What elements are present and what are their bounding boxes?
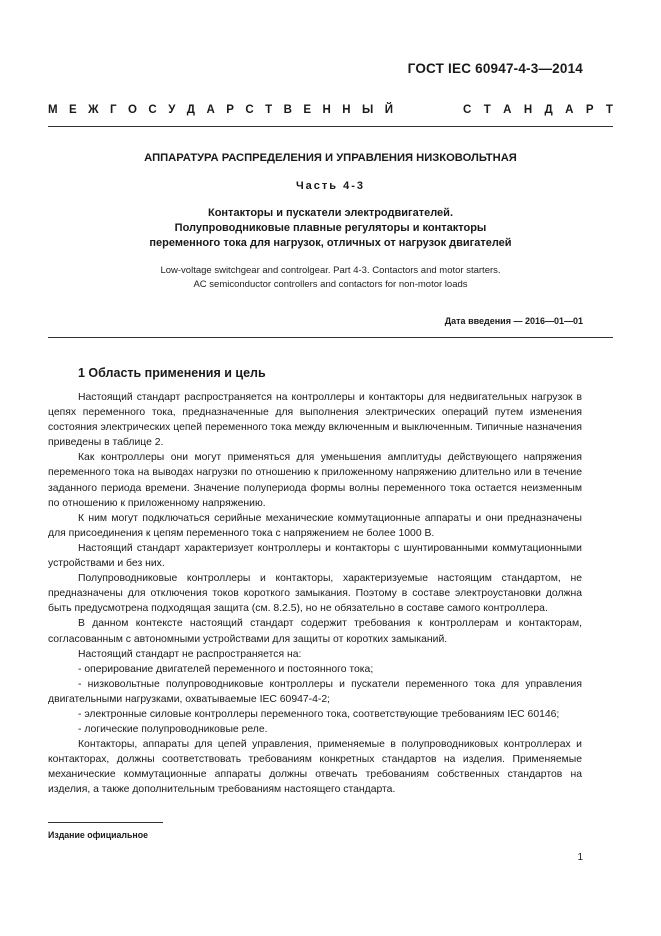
list-item: - электронные силовые контроллеры переменного тока, соответствующие требованиям IEC 60146;	[78, 708, 560, 720]
interstate-standard-banner	[48, 104, 613, 116]
standard-word	[463, 104, 613, 116]
paragraph: В данном контексте настоящий стандарт содержит требования к контроллерам и контакторам, согласованным с автономными устройствами для защиты от коротких замыканий.	[48, 618, 582, 645]
top-divider	[48, 126, 613, 127]
list-item: - оперирование двигателей переменного и постоянного тока;	[78, 663, 374, 675]
banner-letter: Т	[605, 104, 613, 116]
english-title	[40, 264, 621, 291]
paragraph: К ним могут подключаться серийные механические коммутационные аппараты и они предназначены для присоединения к цепям переменного тока с напряжением не более 1000 В.	[48, 512, 582, 539]
banner-letter: Н	[322, 104, 331, 116]
banner-letter: Т	[265, 104, 273, 116]
banner-letter: С	[245, 104, 254, 116]
section-heading: 1 Область применения и цель	[78, 366, 266, 380]
banner-letter: А	[565, 104, 574, 116]
banner-letter: О	[128, 104, 137, 116]
banner-letter: С	[148, 104, 157, 116]
banner-letter: Е	[69, 104, 77, 116]
banner-letter: С	[463, 104, 472, 116]
english-title-line: AC semiconductor controllers and contactors for non-motor loads	[193, 278, 468, 290]
paragraph: Как контроллеры они могут применяться для уменьшения амплитуды действующего напряжения переменного тока на выводах нагрузки по отношению к приложенному напряжению длительно или в течение заданного периода времени. Значение полупериода формы волны переменного тока остается неизменным по отношению к приложенному напряжению.	[48, 452, 582, 509]
banner-letter: Й	[384, 104, 393, 116]
banner-letter: Е	[303, 104, 312, 116]
list-item: - низковольтные полупроводниковые контроллеры и пускатели переменного тока для управления двигательными нагрузками, охватываемые IEC 60947-4-2;	[48, 678, 582, 705]
banner-letter: У	[168, 104, 176, 116]
subtitle-line: Контакторы и пускатели электродвигателей.	[207, 207, 453, 219]
standard-number: ГОСТ IEC 60947-4-3—2014	[407, 61, 583, 76]
part-label: Часть 4-3	[295, 180, 366, 192]
date-divider	[48, 337, 613, 338]
subtitle-line: переменного тока для нагрузок, отличных от нагрузок двигателей	[149, 237, 512, 249]
banner-letter: Д	[544, 104, 553, 116]
banner-letter: М	[48, 104, 58, 116]
subtitle-line: Полупроводниковые плавные регуляторы и контакторы	[174, 222, 487, 234]
banner-letter: Н	[342, 104, 351, 116]
interstate-word	[48, 104, 393, 116]
paragraph: Полупроводниковые контроллеры и контакторы, характеризуемые настоящим стандартом, не предназначены для отключения токов короткого замыкания. Поэтому в составе электроустановки должна быть предусмотрена подходящая защита (см. 8.2.5), но не обязательно в составе самого контроллера.	[48, 573, 582, 615]
banner-letter: Д	[186, 104, 195, 116]
english-title-line: Low-voltage switchgear and controlgear. Part 4-3. Contactors and motor starters.	[160, 265, 501, 276]
edition-note: Издание официальное	[48, 830, 148, 840]
paragraph: Контакторы, аппараты для цепей управления, применяемые в полупроводниковых контроллерах и контакторах, должны соответствовать требованиям конкретных стандартов на изделия. Применяемые механические коммутационные аппараты должны отвечать требованиям собственных стандартов на изделия, а также дополнительным требованиям настоящего стандарта.	[48, 739, 582, 796]
banner-letter: Р	[585, 104, 594, 116]
banner-letter: Ж	[88, 104, 99, 116]
banner-letter: Р	[226, 104, 234, 116]
banner-letter: В	[283, 104, 292, 116]
page-number: 1	[577, 852, 583, 863]
paragraph: Настоящий стандарт характеризует контроллеры и контакторы с шунтированными коммутационными устройствами и без них.	[48, 542, 582, 570]
banner-letter: Н	[523, 104, 533, 116]
banner-letter: Ы	[362, 104, 374, 116]
list-item: - логические полупроводниковые реле.	[78, 724, 268, 736]
banner-letter: Г	[110, 104, 117, 116]
paragraph: Настоящий стандарт не распространяется на:	[78, 648, 302, 660]
banner-letter: А	[206, 104, 215, 116]
banner-letter: А	[503, 104, 512, 116]
banner-letter: Т	[483, 104, 491, 116]
footer-divider	[48, 822, 163, 823]
document-title: АППАРАТУРА РАСПРЕДЕЛЕНИЯ И УПРАВЛЕНИЯ НИЗКОВОЛЬТНАЯ	[144, 152, 517, 164]
section-body	[48, 390, 582, 798]
document-subtitle	[40, 206, 621, 251]
introduction-date: Дата введения — 2016—01—01	[444, 316, 583, 326]
paragraph: Настоящий стандарт распространяется на контроллеры и контакторы для недвигательных нагрузок в цепях переменного тока, предназначенные для выполнения электрических операций путем изменения состояния электрических цепей переменного тока между включенным и выключенным. Типичные назначения приведены в таблице 2.	[48, 392, 582, 449]
